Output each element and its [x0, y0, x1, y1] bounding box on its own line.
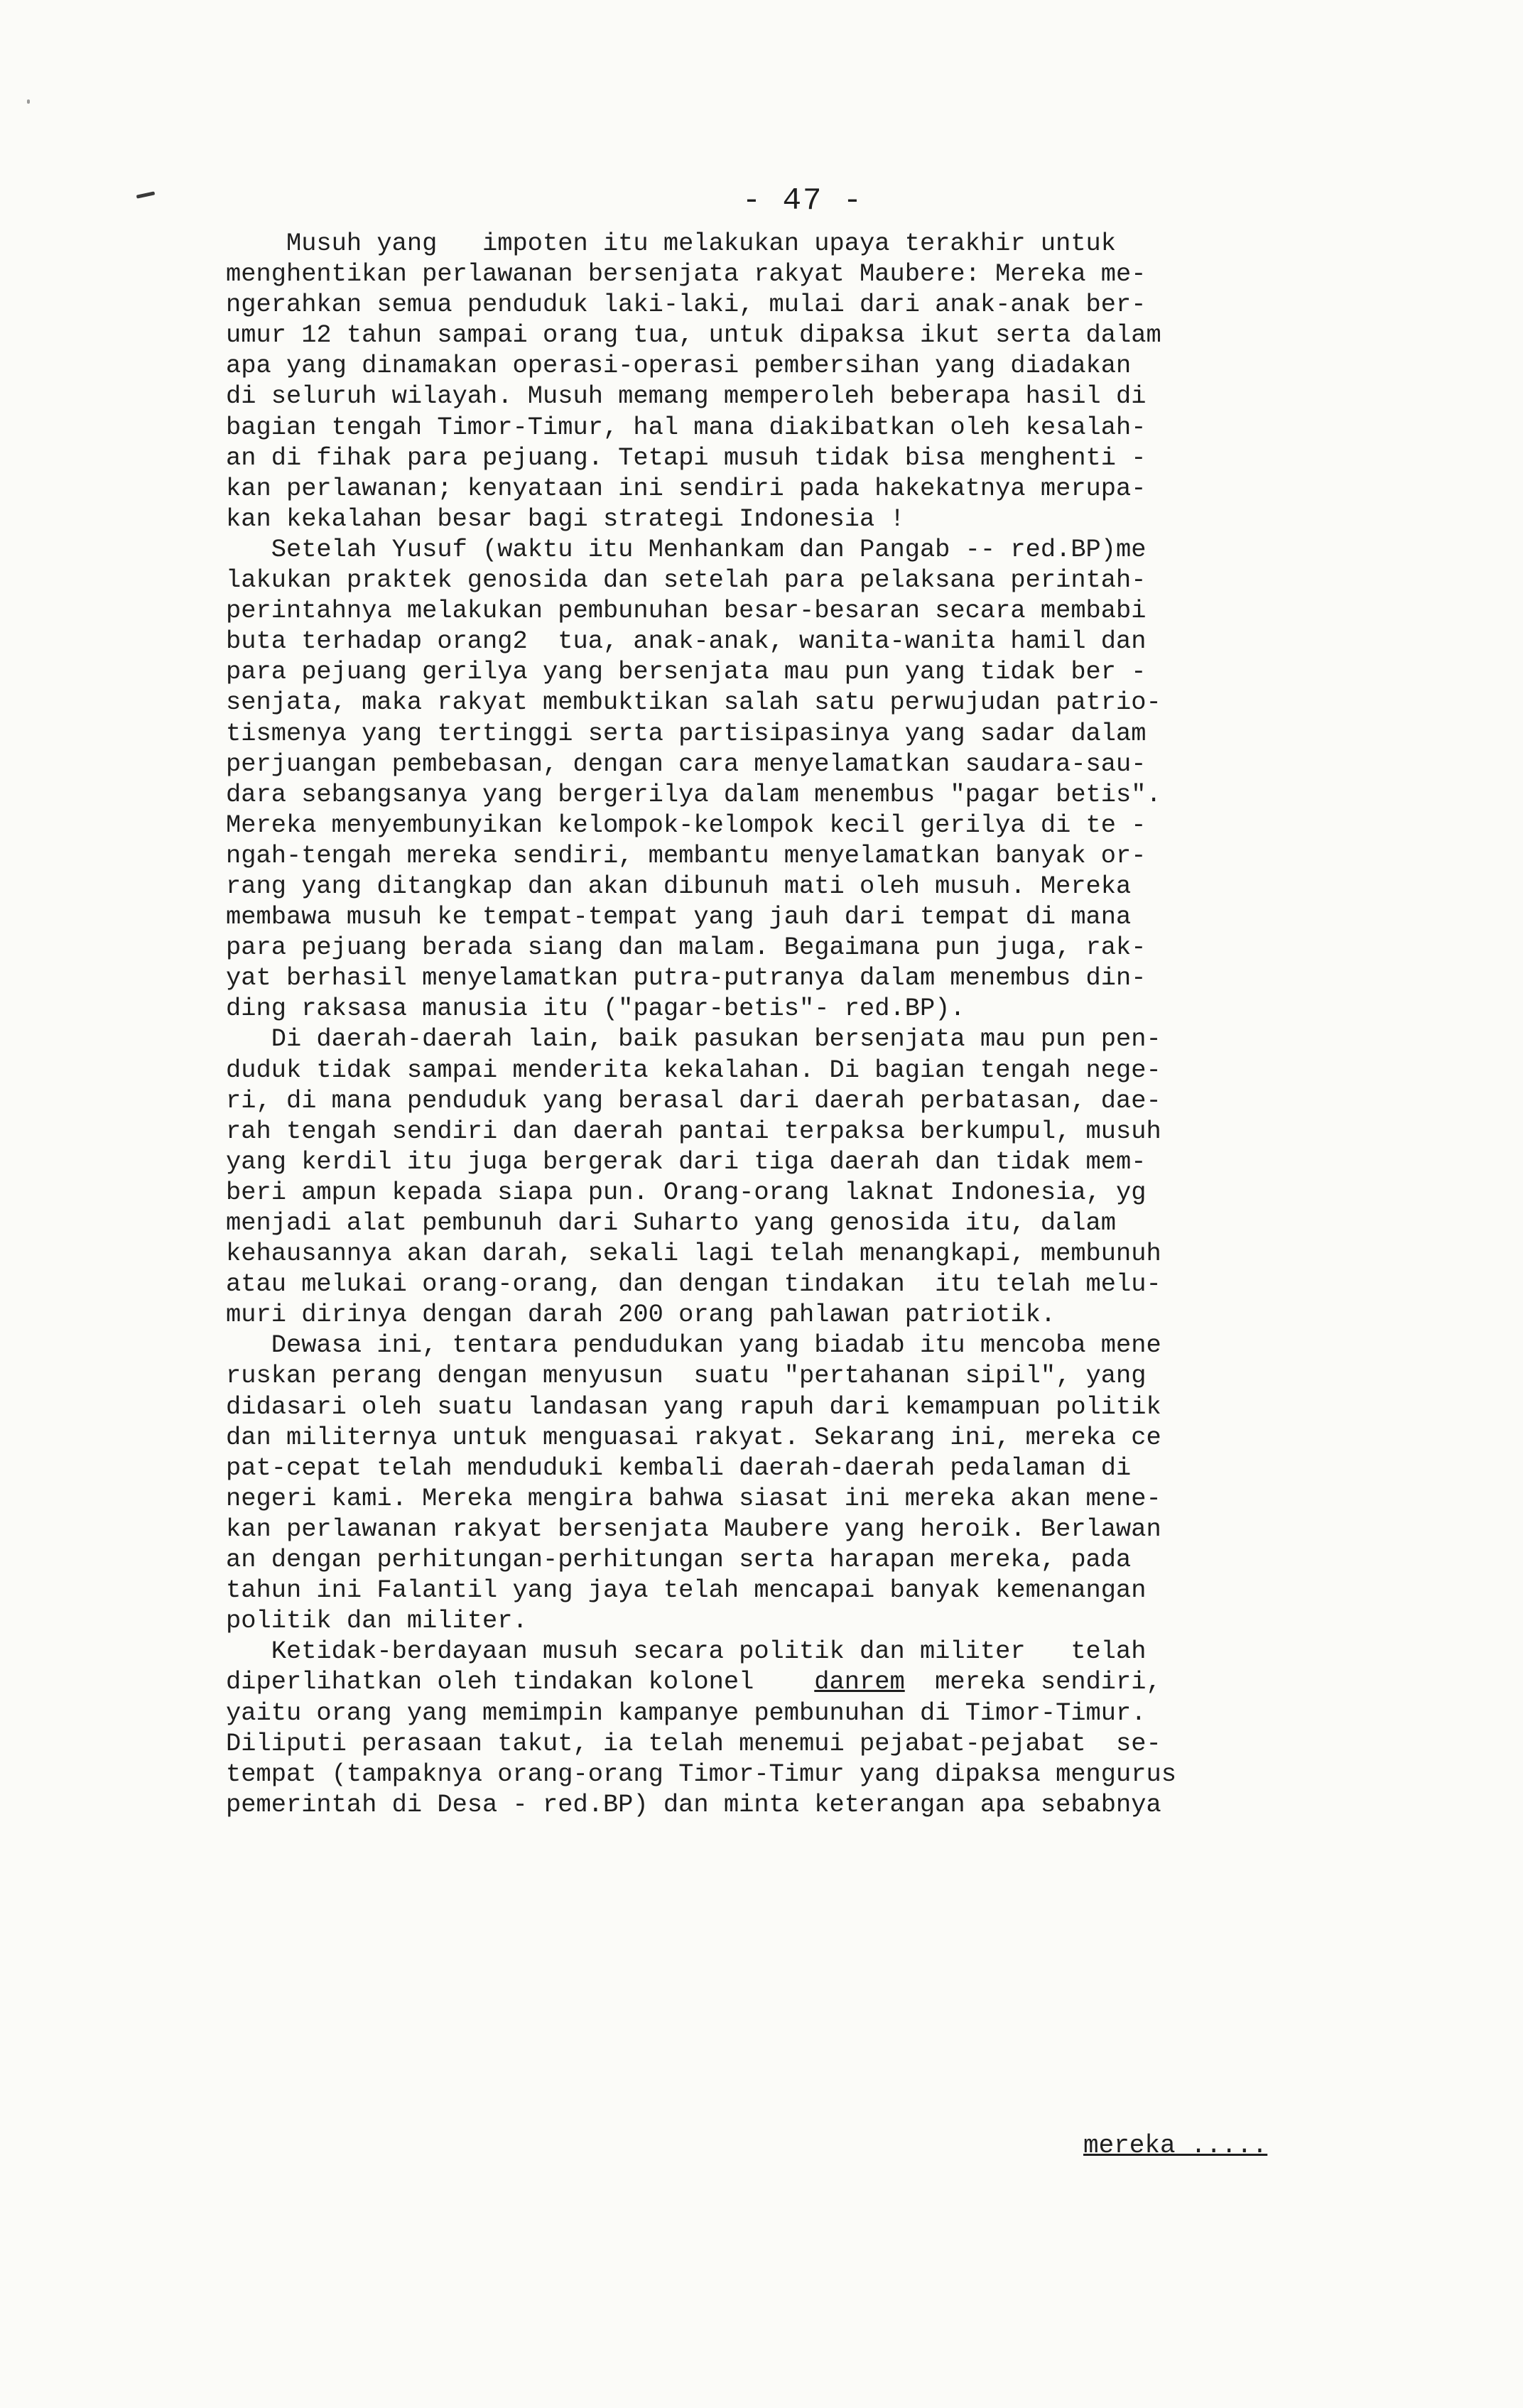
- text-line: Dewasa ini, tentara pendudukan yang biadab itu mencoba mene: [226, 1331, 1161, 1360]
- text-line: muri dirinya dengan darah 200 orang pahlawan patriotik.: [226, 1301, 1056, 1330]
- text-line: membawa musuh ke tempat-tempat yang jauh dari tempat di mana: [226, 903, 1132, 932]
- text-line: beri ampun kepada siapa pun. Orang-orang laknat Indonesia, yg: [226, 1178, 1147, 1207]
- text-line: duduk tidak sampai menderita kekalahan. Di bagian tengah nege-: [226, 1056, 1161, 1085]
- catchword-text: mereka .....: [1083, 2131, 1268, 2160]
- scan-speck-top-left: [136, 191, 155, 198]
- text-line: pat-cepat telah menduduki kembali daerah-daerah pedalaman di: [226, 1453, 1132, 1482]
- text-line: menghentikan perlawanan bersenjata rakyat Maubere: Mereka me-: [226, 260, 1147, 289]
- text-line: dan militernya untuk menguasai rakyat. Sekarang ini, mereka ce: [226, 1423, 1161, 1452]
- text-line: tempat (tampaknya orang-orang Timor-Timur yang dipaksa mengurus: [226, 1759, 1176, 1789]
- text-line: negeri kami. Mereka mengira bahwa siasat ini mereka akan mene-: [226, 1484, 1161, 1513]
- text-line: Ketidak-berdayaan musuh secara politik dan militer telah: [226, 1637, 1147, 1666]
- text-line: kan kekalahan besar bagi strategi Indonesia !: [226, 504, 905, 533]
- text-line: yaitu orang yang memimpin kampanye pembunuhan di Timor-Timur.: [226, 1698, 1147, 1728]
- text-line: tismenya yang tertinggi serta partisipasinya yang sadar dalam: [226, 719, 1147, 748]
- text-line: perjuangan pembebasan, dengan cara menyelamatkan saudara-sau-: [226, 749, 1147, 779]
- text-line: dara sebangsanya yang bergerilya dalam menembus "pagar betis".: [226, 780, 1161, 809]
- text-line: Mereka menyembunyikan kelompok-kelompok kecil gerilya di te -: [226, 810, 1147, 840]
- text-line: ngah-tengah mereka sendiri, membantu menyelamatkan banyak or-: [226, 841, 1147, 870]
- text-line: menjadi alat pembunuh dari Suharto yang genosida itu, dalam: [226, 1209, 1117, 1237]
- text-line: Musuh yang impoten itu melakukan upaya terakhir untuk: [226, 229, 1117, 258]
- catchword: [1083, 2131, 1267, 2160]
- text-line: perintahnya melakukan pembunuhan besar-besaran secara membabi: [226, 597, 1147, 626]
- text-line: kan perlawanan; kenyataan ini sendiri pada hakekatnya merupa-: [226, 474, 1147, 503]
- text-line: buta terhadap orang2 tua, anak-anak, wanita-wanita hamil dan: [226, 627, 1147, 656]
- text-line: di seluruh wilayah. Musuh memang memperoleh beberapa hasil di: [226, 382, 1147, 411]
- text-line: diperlihatkan oleh tindakan kolonel danrem mereka sendiri,: [226, 1668, 1161, 1697]
- text-line: Di daerah-daerah lain, baik pasukan bersenjata mau pun pen-: [226, 1025, 1161, 1054]
- text-line: para pejuang gerilya yang bersenjata mau pun yang tidak ber -: [226, 658, 1147, 687]
- text-line: atau melukai orang-orang, dan dengan tindakan itu telah melu-: [226, 1270, 1161, 1299]
- text-line: yat berhasil menyelamatkan putra-putranya dalam menembus din-: [226, 964, 1147, 993]
- text-line: Diliputi perasaan takut, ia telah menemui pejabat-pejabat se-: [226, 1729, 1161, 1758]
- text-line: ding raksasa manusia itu ("pagar-betis"- red.BP).: [226, 994, 965, 1024]
- text-line: lakukan praktek genosida dan setelah para pelaksana perintah-: [226, 566, 1147, 595]
- text-line: an dengan perhitungan-perhitungan serta harapan mereka, pada: [226, 1546, 1132, 1575]
- text-line: ngerahkan semua penduduk laki-laki, mulai dari anak-anak ber-: [226, 291, 1147, 320]
- text-line: pemerintah di Desa - red.BP) dan minta keterangan apa sebabnya: [226, 1790, 1161, 1819]
- text-line: politik dan militer.: [226, 1607, 528, 1636]
- body-text: [226, 229, 1362, 1821]
- page-number: - 47 -: [742, 183, 864, 219]
- text-line: senjata, maka rakyat membuktikan salah satu perwujudan patrio-: [226, 688, 1161, 717]
- text-line: yang kerdil itu juga bergerak dari tiga daerah dan tidak mem-: [226, 1147, 1147, 1176]
- text-line: para pejuang berada siang dan malam. Begaimana pun juga, rak-: [226, 933, 1147, 962]
- text-line: rang yang ditangkap dan akan dibunuh mati oleh musuh. Mereka: [226, 872, 1132, 901]
- text-line: kan perlawanan rakyat bersenjata Maubere yang heroik. Berlawan: [226, 1514, 1161, 1544]
- text-line: ruskan perang dengan menyusun suatu "pertahanan sipil", yang: [226, 1362, 1147, 1391]
- text-line: didasari oleh suatu landasan yang rapuh dari kemampuan politik: [226, 1392, 1161, 1421]
- scan-speck-left-edge: [27, 99, 30, 104]
- text-line: umur 12 tahun sampai orang tua, untuk dipaksa ikut serta dalam: [226, 321, 1161, 350]
- text-line: rah tengah sendiri dan daerah pantai terpaksa berkumpul, musuh: [226, 1117, 1161, 1146]
- text-line: tahun ini Falantil yang jaya telah mencapai banyak kemenangan: [226, 1576, 1147, 1605]
- text-line: ri, di mana penduduk yang berasal dari daerah perbatasan, dae-: [226, 1086, 1161, 1115]
- underlined-word: danrem: [814, 1668, 905, 1697]
- text-line: Setelah Yusuf (waktu itu Menhankam dan Pangab -- red.BP)me: [226, 535, 1147, 564]
- text-line: bagian tengah Timor-Timur, hal mana diakibatkan oleh kesalah-: [226, 413, 1147, 442]
- text-line: an di fihak para pejuang. Tetapi musuh tidak bisa menghenti -: [226, 443, 1147, 472]
- text-line: apa yang dinamakan operasi-operasi pembersihan yang diadakan: [226, 352, 1132, 381]
- text-line: kehausannya akan darah, sekali lagi telah menangkapi, membunuh: [226, 1240, 1161, 1269]
